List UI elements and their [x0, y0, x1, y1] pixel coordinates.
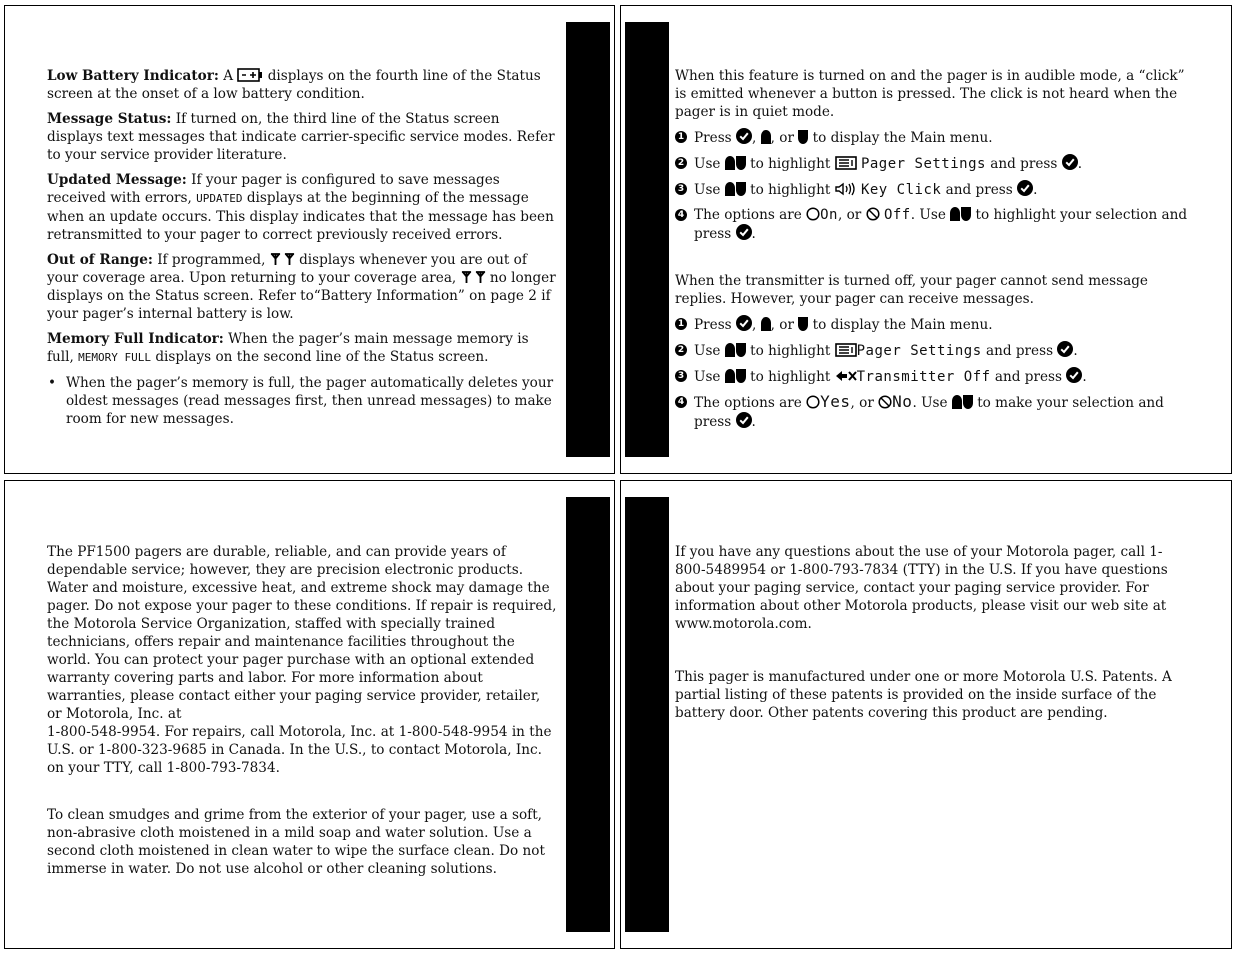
- keyclick-intro: When this feature is turned on and the pager is in audible mode, a “click” is emitted whenever a button is pressed. The click is not heard when the pager is in quiet mode.: [675, 68, 1185, 120]
- panel-content: [675, 543, 1189, 729]
- transmitter-icon: [835, 369, 857, 383]
- text: and press: [994, 369, 1062, 385]
- up-button-icon: [725, 156, 735, 170]
- text: Press: [694, 130, 732, 146]
- no-symbol-icon: [878, 395, 892, 409]
- panel-top-left: [4, 5, 615, 474]
- check-button-icon: [736, 224, 752, 240]
- up-button-icon: [725, 182, 735, 196]
- battery-icon: [237, 68, 263, 82]
- down-button-icon: [736, 182, 746, 196]
- text: to display the Main menu.: [812, 317, 993, 333]
- text: If turned on, the third line of the Status screen displays text messages that indicate carrier-specific service modes. Refer to your service provider literature.: [47, 111, 555, 163]
- lcd-text: Pager Settings: [860, 156, 986, 172]
- memory-full-paragraph: [47, 330, 559, 367]
- low-battery-paragraph: [47, 67, 559, 103]
- spacer: [675, 640, 1189, 668]
- radio-empty-icon: [806, 207, 820, 221]
- patent-paragraph: This pager is manufactured under one or more Motorola U.S. Patents. A partial listing of these patents is provided on the inside surface of the battery door. Other patents covering this product are pending.: [675, 669, 1172, 721]
- transmitter-steps: [675, 315, 1189, 431]
- step-number: 4: [675, 396, 687, 408]
- check-button-icon: [736, 128, 752, 144]
- contact-paragraph: If you have any questions about the use of your Motorola pager, call 1-800-5489954 or 1-800-793-7834 (TTY) in the U.S. If you have questions about your paging service, contact your paging service provider. For information about other Motorola products, please visit our web site at www.motorola.com.: [675, 544, 1168, 632]
- range-title: Out of Range:: [47, 252, 153, 268]
- text: to make your selection and press: [694, 395, 1164, 430]
- text: , or: [837, 207, 862, 223]
- memory-title: Memory Full Indicator:: [47, 331, 224, 347]
- lcd-text: Yes: [820, 392, 851, 411]
- text: no longer displays on the Status screen. Refer to“Battery Information” on page 2 if your pager’s internal battery is low.: [47, 270, 556, 322]
- text: and press: [945, 182, 1013, 198]
- text: .: [751, 226, 756, 242]
- up-button-icon: [725, 343, 735, 357]
- step-number: 1: [675, 318, 687, 330]
- pager-settings-icon: [835, 156, 857, 170]
- text: Press: [694, 317, 732, 333]
- text: When the pager’s memory is full, the pager automatically deletes your oldest messages (read messages first, then unread messages) to make room for new messages.: [66, 375, 554, 427]
- text: to highlight: [750, 369, 831, 385]
- panel-content: [675, 67, 1189, 438]
- text: .: [1073, 343, 1078, 359]
- check-button-icon: [736, 412, 752, 428]
- down-button-icon: [798, 130, 808, 144]
- text: , or: [770, 317, 794, 333]
- down-button-icon: [798, 317, 808, 331]
- text: .: [1077, 156, 1083, 172]
- down-button-icon: [961, 207, 971, 221]
- text: If programmed,: [157, 252, 266, 268]
- lcd-text: MEMORY FULL: [78, 351, 151, 364]
- out-of-range-paragraph: [47, 251, 559, 323]
- check-button-icon: [1062, 154, 1078, 170]
- list-item: [675, 128, 1189, 147]
- text: displays whenever you are out of your coverage area. Upon returning to your coverage area,: [47, 252, 527, 286]
- down-button-icon: [736, 343, 746, 357]
- lcd-text: Pager Settings: [856, 343, 982, 359]
- message-status-title: Message Status:: [47, 111, 172, 127]
- text: to highlight your selection and press: [694, 207, 1188, 242]
- step-number: 2: [675, 344, 687, 356]
- up-button-icon: [952, 395, 962, 409]
- text: to display the Main menu.: [812, 130, 993, 146]
- text: Use: [694, 369, 721, 385]
- text: and press: [985, 343, 1054, 359]
- lcd-text: On: [820, 207, 838, 223]
- thumb-tab: [625, 497, 669, 932]
- text: , or: [770, 130, 794, 146]
- step-number: 3: [675, 183, 687, 195]
- text: The options are: [694, 207, 802, 223]
- repair-paragraph: 1-800-548-9954. For repairs, call Motorola, Inc. at 1-800-548-9954 in the U.S. or 1-800-323-9685 in Canada. In the U.S., to contact Motorola, Inc. on your TTY, call 1-800-793-7834.: [47, 724, 552, 776]
- text: to highlight: [750, 182, 831, 198]
- spacer: [47, 784, 559, 806]
- text: .: [751, 414, 756, 430]
- check-button-icon: [736, 315, 752, 331]
- down-button-icon: [736, 369, 746, 383]
- thumb-tab: [566, 497, 610, 932]
- up-button-icon: [761, 317, 771, 331]
- text: displays on the second line of the Status screen.: [155, 349, 489, 365]
- panel-content: [47, 543, 559, 885]
- radio-empty-icon: [806, 395, 820, 409]
- low-battery-title: Low Battery Indicator:: [47, 68, 219, 84]
- text: ,: [751, 130, 757, 146]
- thumb-tab: [625, 22, 669, 457]
- list-item: [675, 393, 1189, 431]
- message-status-paragraph: [47, 110, 559, 164]
- step-number: 3: [675, 370, 687, 382]
- step-number: 2: [675, 157, 687, 169]
- no-symbol-icon: [866, 207, 880, 221]
- antenna-icon: [461, 271, 472, 284]
- bullet-list: [47, 374, 559, 428]
- antenna-icon: [284, 253, 295, 266]
- list-item: [675, 180, 1189, 199]
- spacer: [675, 250, 1189, 272]
- text: ,: [751, 317, 757, 333]
- check-button-icon: [1057, 341, 1073, 357]
- text: .: [1033, 182, 1038, 198]
- updated-message-paragraph: [47, 171, 559, 244]
- text: Use: [694, 343, 721, 359]
- panel-top-right: [620, 5, 1232, 474]
- text: displays at the beginning of the message when an update occurs. This display indicates that the message has been retransmitted to your pager to correct previously received errors.: [47, 190, 554, 243]
- up-button-icon: [725, 369, 735, 383]
- bullet-icon: •: [48, 375, 57, 391]
- step-number: 4: [675, 209, 687, 221]
- text: A: [223, 68, 234, 84]
- step-number: 1: [675, 131, 687, 143]
- text: , or: [850, 395, 874, 411]
- panel-bottom-right: [620, 480, 1232, 949]
- text: to highlight: [750, 156, 831, 172]
- speaker-icon: [835, 182, 857, 196]
- pager-settings-icon: [835, 343, 857, 357]
- list-item: [675, 315, 1189, 334]
- panel-content: [47, 67, 559, 428]
- text: . Use: [910, 207, 946, 223]
- list-item: [47, 374, 559, 428]
- list-item: [675, 341, 1189, 360]
- text: displays on the fourth line of the Status screen at the onset of a low battery condition.: [47, 68, 541, 102]
- text: Use: [694, 182, 721, 198]
- text: When the pager’s main message memory is full,: [47, 331, 529, 365]
- text: If your pager is configured to save messages received with errors,: [47, 172, 500, 206]
- text: Use: [694, 156, 721, 172]
- up-button-icon: [950, 207, 960, 221]
- antenna-icon: [475, 271, 486, 284]
- lcd-text: Off: [883, 207, 911, 223]
- text: The options are: [694, 395, 802, 411]
- cleaning-paragraph: To clean smudges and grime from the exterior of your pager, use a soft, non-abrasive cloth moistened in a mild soap and water solution. Use a second cloth moistened in clean water to wipe the surface clean. Do not immerse in water. Do not use alcohol or other cleaning solutions.: [47, 807, 545, 877]
- lcd-text: UPDATED: [196, 192, 243, 205]
- list-item: [675, 154, 1189, 173]
- down-button-icon: [963, 395, 973, 409]
- lcd-text: Transmitter Off: [856, 369, 991, 385]
- check-button-icon: [1017, 180, 1033, 196]
- care-paragraph: The PF1500 pagers are durable, reliable, and can provide years of dependable service; however, they are precision electronic products. Water and moisture, excessive heat, and extreme shock may damage the pager. Do not expose your pager to these conditions. If repair is required, the Motorola Service Organization, staffed with specially trained technicians, offers repair and maintenance facilities throughout the world. You can protect your pager purchase with an optional extended warranty covering parts and labor. For more information about warranties, please contact either your paging service provider, retailer, or Motorola, Inc. at: [47, 544, 557, 722]
- text: to highlight: [750, 343, 831, 359]
- panel-bottom-left: [4, 480, 615, 949]
- updated-title: Updated Message:: [47, 172, 187, 188]
- list-item: [675, 206, 1189, 243]
- transmitter-intro: When the transmitter is turned off, your pager cannot send message replies. However, your pager can receive messages.: [675, 273, 1148, 307]
- lcd-text: Key Click: [860, 182, 942, 198]
- antenna-icon: [270, 253, 281, 266]
- text: .: [1082, 369, 1087, 385]
- text: . Use: [912, 395, 948, 411]
- keyclick-steps: [675, 128, 1189, 243]
- up-button-icon: [761, 130, 771, 144]
- list-item: [675, 367, 1189, 386]
- lcd-text: No: [892, 392, 913, 411]
- down-button-icon: [736, 156, 746, 170]
- text: and press: [990, 156, 1058, 172]
- thumb-tab: [566, 22, 610, 457]
- check-button-icon: [1066, 367, 1082, 383]
